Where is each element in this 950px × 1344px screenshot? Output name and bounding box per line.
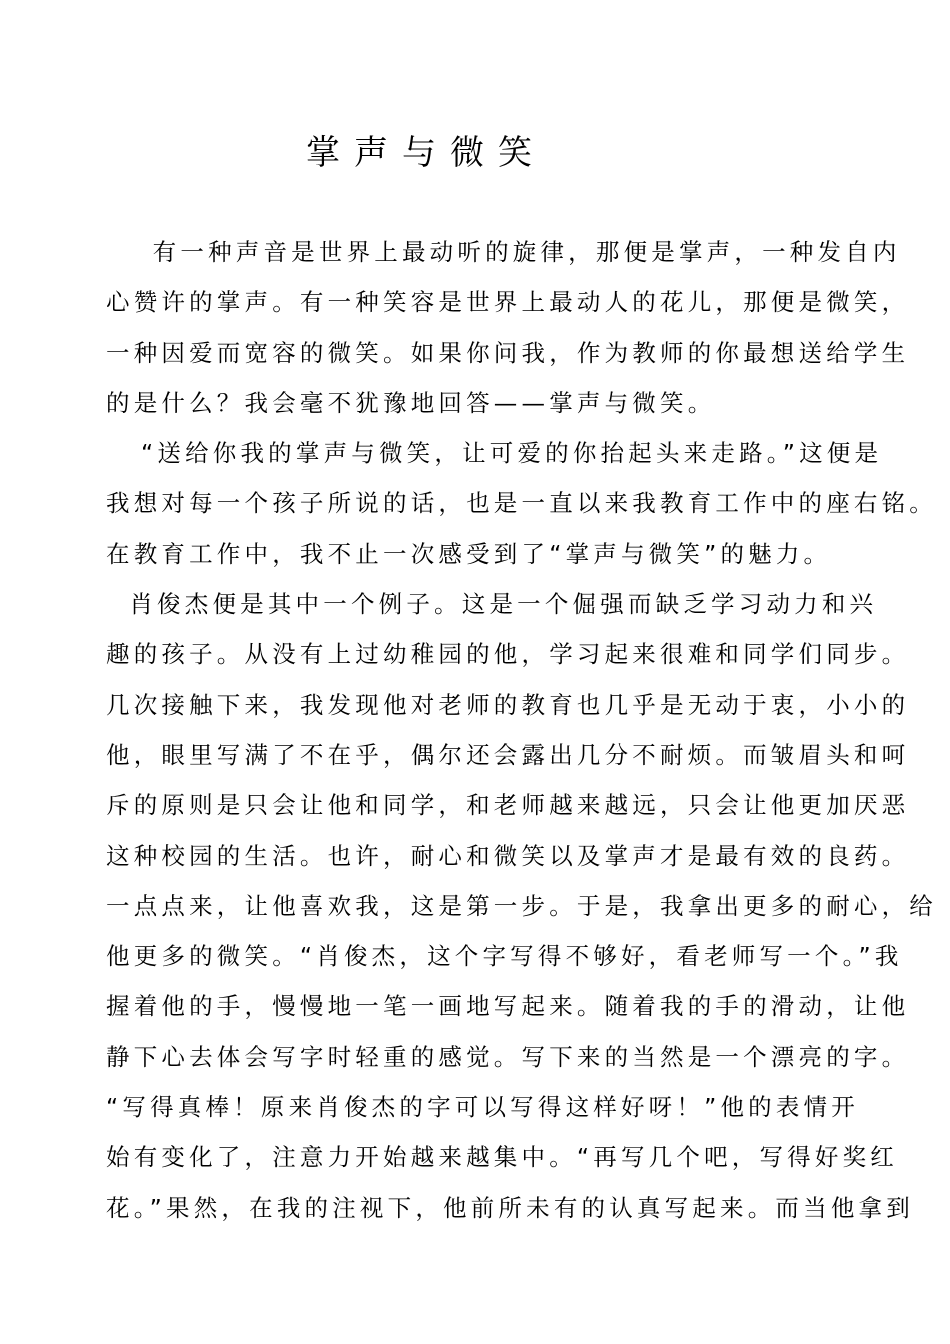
text-line: 斥的原则是只会让他和同学，和老师越来越远，只会让他更加厌恶 bbox=[106, 791, 910, 820]
text-line: 在教育工作中，我不止一次感受到了“掌声与微笑”的魅力。 bbox=[106, 539, 832, 568]
document-title: 掌声与微笑 bbox=[306, 133, 546, 173]
text-line: 他，眼里写满了不在乎，偶尔还会露出几分不耐烦。而皱眉头和呵 bbox=[106, 740, 910, 769]
text-line: 我想对每一个孩子所说的话，也是一直以来我教育工作中的座右铭。 bbox=[106, 489, 937, 518]
text-line: 他更多的微笑。“肖俊杰，这个字写得不够好，看老师写一个。”我 bbox=[106, 942, 903, 971]
text-line: 心赞许的掌声。有一种笑容是世界上最动人的花儿，那便是微笑， bbox=[106, 288, 910, 317]
text-line: 肖俊杰便是其中一个例子。这是一个倔强而缺乏学习动力和兴 bbox=[106, 590, 878, 619]
text-line: “写得真棒！原来肖俊杰的字可以写得这样好呀！”他的表情开 bbox=[106, 1093, 859, 1122]
text-line: 的是什么？我会毫不犹豫地回答——掌声与微笑。 bbox=[106, 388, 716, 417]
text-line: 始有变化了，注意力开始越来越集中。“再写几个吧，写得好奖红 bbox=[106, 1143, 898, 1172]
text-line: 静下心去体会写字时轻重的感觉。写下来的当然是一个漂亮的字。 bbox=[106, 1042, 910, 1071]
text-line: 一点点来，让他喜欢我，这是第一步。于是，我拿出更多的耐心，给 bbox=[106, 891, 937, 920]
text-line: 花。”果然，在我的注视下，他前所未有的认真写起来。而当他拿到 bbox=[106, 1193, 914, 1222]
text-line: 握着他的手，慢慢地一笔一画地写起来。随着我的手的滑动，让他 bbox=[106, 992, 910, 1021]
text-line: 趣的孩子。从没有上过幼稚园的他，学习起来很难和同学们同步。 bbox=[106, 640, 910, 669]
text-line: 几次接触下来，我发现他对老师的教育也几乎是无动于衷，小小的 bbox=[106, 690, 910, 719]
text-line: “送给你我的掌声与微笑，让可爱的你抬起头来走路。”这便是 bbox=[106, 439, 883, 468]
document-body bbox=[106, 232, 937, 1238]
text-line: 这种校园的生活。也许，耐心和微笑以及掌声才是最有效的良药。 bbox=[106, 841, 910, 870]
text-line: 一种因爱而宽容的微笑。如果你问我，作为教师的你最想送给学生 bbox=[106, 338, 910, 367]
text-line: 有一种声音是世界上最动听的旋律，那便是掌声，一种发自内 bbox=[106, 238, 901, 266]
